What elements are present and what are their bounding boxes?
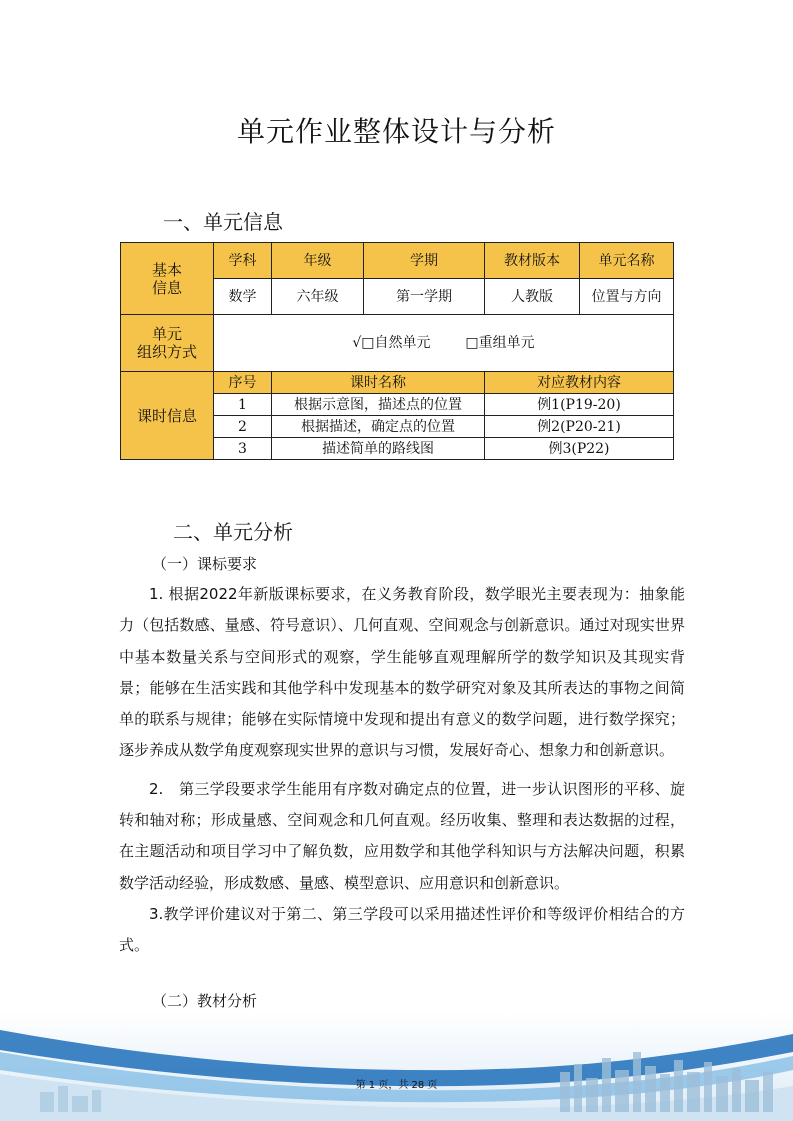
- section-heading-unit-analysis: 二、单元分析: [173, 520, 293, 544]
- paragraph-3: 3.教学评价建议对于第二、第三学段可以采用描述性评价和等级评价相结合的方式。: [119, 904, 685, 955]
- lesson-header-cell: 序号: [214, 372, 272, 394]
- org-label: 单元 组织方式: [121, 315, 214, 372]
- header-cell: 学科: [214, 243, 272, 279]
- subheading-curriculum: （一）课标要求: [152, 555, 258, 573]
- lesson-number: 2: [214, 416, 272, 438]
- subheading-textbook: （二）教材分析: [152, 992, 258, 1010]
- basic-info-label: 基本 信息: [121, 243, 214, 315]
- lesson-content: 例2(P20-21): [485, 416, 674, 438]
- natural-unit-checkbox[interactable]: √□自然单元: [352, 335, 431, 351]
- header-cell: 教材版本: [485, 243, 580, 279]
- unit-info-table: [120, 242, 674, 460]
- value-cell: 位置与方向: [580, 279, 674, 315]
- lesson-name: 描述简单的路线图: [272, 438, 485, 460]
- value-cell: 数学: [214, 279, 272, 315]
- banner-graphic: [0, 1012, 793, 1121]
- header-cell: 单元名称: [580, 243, 674, 279]
- value-cell: 六年级: [272, 279, 364, 315]
- regroup-unit-checkbox[interactable]: □重组单元: [465, 335, 535, 351]
- page-number: 第 1 页，共 28 页: [355, 1080, 438, 1091]
- lesson-number: 3: [214, 438, 272, 460]
- lesson-header-cell: 对应教材内容: [485, 372, 674, 394]
- lesson-name: 根据描述，确定点的位置: [272, 416, 485, 438]
- lesson-name: 根据示意图，描述点的位置: [272, 394, 485, 416]
- value-cell: 第一学期: [364, 279, 485, 315]
- footer-banner: [0, 1012, 793, 1121]
- header-cell: 学期: [364, 243, 485, 279]
- lesson-info-label: 课时信息: [121, 372, 214, 460]
- lesson-number: 1: [214, 394, 272, 416]
- page-title: 单元作业整体设计与分析: [236, 115, 556, 148]
- paragraph-2: 2. 第三学段要求学生能用有序数对确定点的位置，进一步认识图形的平移、旋转和轴对称；形成量感、空间观念和几何直观。经历收集、整理和表达数据的过程，在主题活动和项目学习中了解负数，应用数学和其他学科知识与方法解决问题，积累数学活动经验，形成数感、量感、模型意识、应用意识和创新意识。: [119, 779, 685, 892]
- lesson-content: 例3(P22): [485, 438, 674, 460]
- lesson-content: 例1(P19-20): [485, 394, 674, 416]
- header-cell: 年级: [272, 243, 364, 279]
- analysis-body: [119, 579, 685, 962]
- org-options: [214, 315, 674, 372]
- paragraph-1: 1. 根据2022年新版课标要求，在义务教育阶段，数学眼光主要表现为：抽象能力（包括数感、量感、符号意识）、几何直观、空间观念与创新意识。通过对现实世界中基本数量关系与空间形式的观察，学生能够直观理解所学的数学知识及其现实背景；能够在生活实践和其他学科中发现基本的数学研究对象及其所表达的事物之间简单的联系与规律；能够在实际情境中发现和提出有意义的数学问题，进行数学探究；逐步养成从数学角度观察现实世界的意识与习惯，发展好奇心、想象力和创新意识。: [119, 585, 685, 760]
- lesson-header-cell: 课时名称: [272, 372, 485, 394]
- section-heading-unit-info: 一、单元信息: [163, 210, 283, 234]
- value-cell: 人教版: [485, 279, 580, 315]
